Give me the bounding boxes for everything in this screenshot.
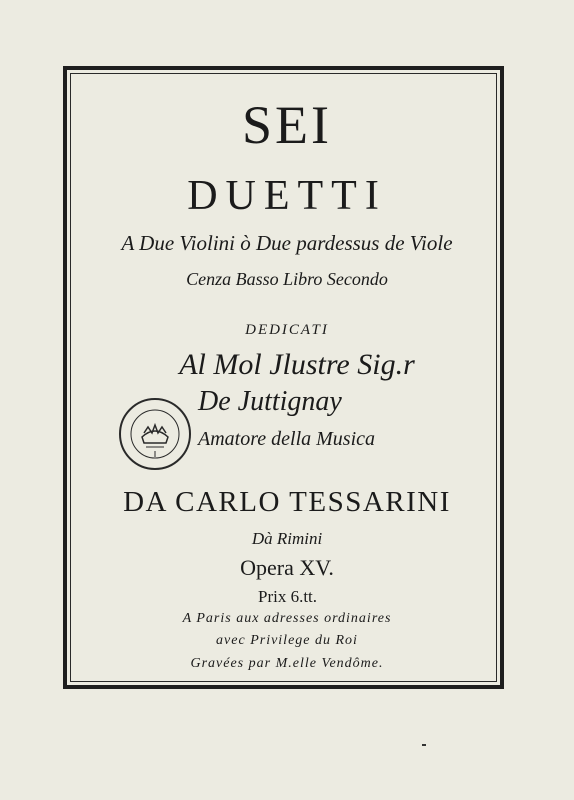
publisher-address: A Paris aux adresses ordinaires bbox=[182, 611, 392, 626]
composer-origin: Dà Rimini bbox=[251, 529, 323, 548]
subtitle-instruments: A Due Violini ò Due pardessus de Viole bbox=[121, 231, 453, 255]
royal-privilege: avec Privilege du Roi bbox=[216, 633, 358, 648]
library-stamp-icon bbox=[116, 395, 194, 473]
title-sei: SEI bbox=[242, 95, 332, 155]
dedication-description: Amatore della Musica bbox=[198, 428, 376, 450]
dedication-name: De Juttignay bbox=[198, 386, 342, 417]
opus-number: Opera XV. bbox=[240, 555, 334, 580]
price: Prix 6.tt. bbox=[258, 587, 318, 606]
title-duetti: DUETTI bbox=[187, 173, 387, 219]
engraver: Gravées par M.elle Vendôme. bbox=[190, 656, 384, 671]
subtitle-book: Cenza Basso Libro Secondo bbox=[186, 269, 388, 289]
composer-name: DA CARLO TESSARINI bbox=[123, 486, 451, 518]
dedication-addressee: Al Mol Jlustre Sig.r bbox=[179, 348, 415, 381]
dedication-heading: DEDICATI bbox=[245, 322, 329, 338]
paper-speck bbox=[422, 744, 426, 746]
